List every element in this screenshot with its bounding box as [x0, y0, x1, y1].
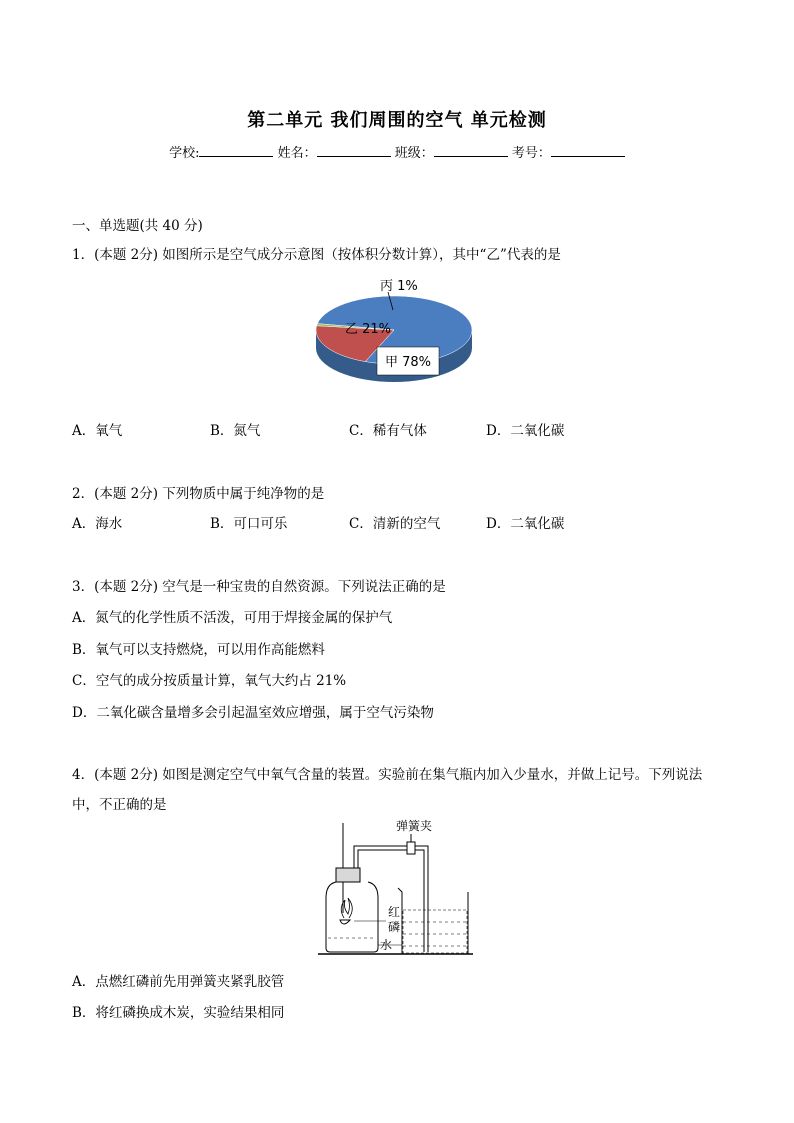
- question-4-stem-line-1: 4．(本题 2分) 如图是测定空气中氧气含量的装置。实验前在集气瓶内加入少量水，并做上记号。下列说法: [72, 767, 703, 783]
- question-4-option-b[interactable]: B．将红磷换成木炭，实验结果相同: [72, 1005, 285, 1021]
- pie-label-jia: 甲 78%: [385, 355, 432, 370]
- student-info-row: [0, 142, 794, 161]
- combustion-spoon: [340, 920, 350, 924]
- beaker: [398, 888, 468, 954]
- question-2-option-a[interactable]: A．海水: [72, 516, 123, 532]
- question-3-option-d[interactable]: D．二氧化碳含量增多会引起温室效应增强，属于空气污染物: [72, 705, 434, 721]
- question-1-option-d[interactable]: D．二氧化碳: [486, 423, 565, 439]
- connecting-tube: [354, 846, 428, 952]
- air-composition-pie-chart: [300, 270, 490, 410]
- question-4-option-a[interactable]: A．点燃红磷前先用弹簧夹紧乳胶管: [72, 974, 285, 990]
- name-label: 姓名：: [277, 146, 317, 161]
- question-2-option-b[interactable]: B．可口可乐: [210, 516, 288, 532]
- name-blank[interactable]: [317, 144, 391, 157]
- question-2-option-d[interactable]: D．二氧化碳: [486, 516, 565, 532]
- pie-label-yi: 乙 21%: [345, 322, 392, 337]
- school-blank[interactable]: [199, 144, 273, 157]
- rubber-stopper: [336, 868, 360, 882]
- question-3-option-b[interactable]: B．氧气可以支持燃烧，可以用作高能燃料: [72, 642, 325, 658]
- exam-no-blank[interactable]: [551, 144, 625, 157]
- question-3-stem: 3．(本题 2分) 空气是一种宝贵的自然资源。下列说法正确的是: [72, 579, 446, 595]
- question-4-stem-line-2: 中，不正确的是: [72, 797, 167, 813]
- clip-label: 弹簧夹: [396, 819, 433, 833]
- oxygen-measurement-apparatus: [318, 818, 478, 963]
- gas-collecting-bottle: [326, 882, 378, 952]
- section-heading: 一、单选题(共 40 分): [72, 218, 203, 234]
- connecting-tube-inner: [358, 850, 424, 952]
- question-3-option-c[interactable]: C．空气的成分按质量计算，氧气大约占 21%: [72, 673, 347, 689]
- question-1-option-c[interactable]: C．稀有气体: [349, 423, 427, 439]
- class-label: 班级：: [394, 146, 434, 161]
- page-title: 第二单元 我们周围的空气 单元检测: [247, 110, 547, 131]
- beaker-water: [403, 910, 467, 953]
- water-label: 水: [380, 938, 393, 952]
- question-3-option-a[interactable]: A．氮气的化学性质不活泼，可用于焊接金属的保护气: [72, 610, 393, 626]
- phosphorus-label-2: 磷: [388, 920, 401, 934]
- question-2-option-c[interactable]: C．清新的空气: [349, 516, 441, 532]
- spring-clip: [407, 842, 415, 854]
- school-label: 学校:: [169, 146, 200, 161]
- pie-label-bing: 丙 1%: [380, 279, 418, 294]
- question-1-option-a[interactable]: A．氧气: [72, 423, 123, 439]
- question-1-stem: 1．(本题 2分) 如图所示是空气成分示意图（按体积分数计算），其中“乙”代表的是: [72, 247, 561, 263]
- question-2-stem: 2．(本题 2分) 下列物质中属于纯净物的是: [72, 486, 325, 502]
- question-1-option-b[interactable]: B．氮气: [210, 423, 261, 439]
- class-blank[interactable]: [434, 144, 508, 157]
- phosphorus-label-1: 红: [388, 905, 401, 919]
- exam-no-label: 考号：: [511, 146, 551, 161]
